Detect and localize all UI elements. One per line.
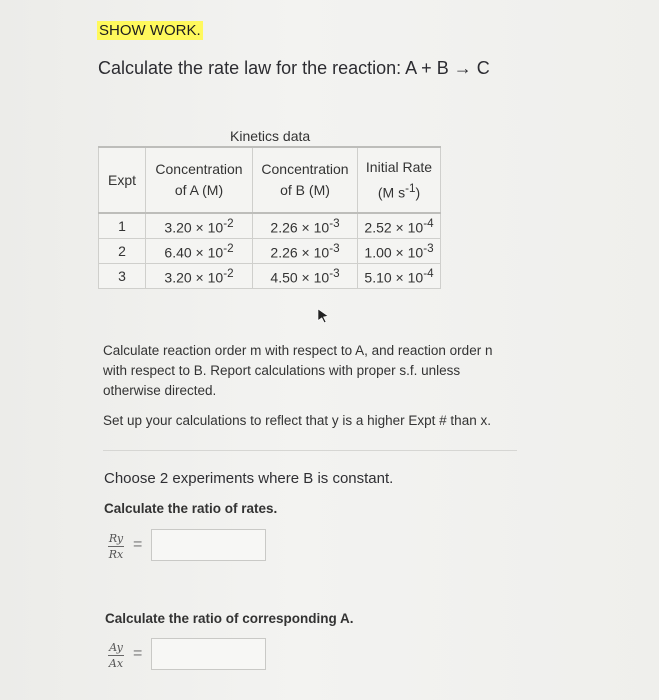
divider	[103, 450, 517, 451]
cell-exponent: -2	[223, 241, 234, 255]
cell-mantissa: 2.26 × 10	[270, 219, 330, 236]
fraction-denominator: Ax	[108, 657, 124, 670]
column-header-rate	[358, 147, 441, 213]
cell-conc-b	[253, 213, 358, 239]
table-row	[99, 239, 441, 264]
column-header-text: of B (M)	[280, 182, 330, 198]
cell-expt: 3	[99, 264, 146, 289]
cell-rate	[358, 264, 441, 289]
show-work-label: SHOW WORK.	[99, 22, 201, 39]
column-header-text: of A (M)	[174, 182, 224, 198]
column-header-conc-b	[253, 147, 358, 213]
cell-exponent: -2	[223, 216, 234, 230]
column-header-text: (M s	[377, 184, 406, 201]
column-header-text: Concentration	[261, 161, 349, 177]
instructions-setup: Set up your calculations to reflect that y is a higher Expt # than x.	[103, 413, 491, 428]
cell-rate	[358, 213, 441, 239]
cell-exponent: -3	[329, 216, 340, 230]
cell-mantissa: 2.52 × 10	[364, 219, 424, 236]
table-header-row	[99, 147, 441, 213]
cell-exponent: -4	[423, 216, 434, 230]
cell-exponent: -3	[329, 266, 340, 280]
table-caption: Kinetics data	[230, 128, 311, 144]
column-header-conc-a	[146, 147, 253, 213]
cell-expt: 2	[99, 239, 146, 264]
fraction-numerator: Ry	[108, 532, 124, 545]
cell-mantissa: 5.10 × 10	[364, 269, 424, 286]
column-header-text: )	[415, 184, 421, 201]
column-header-text: Concentration	[155, 161, 243, 177]
instructions-paragraph: Calculate reaction order m with respect to A, and reaction order n with respect to B. Report calculations with proper s.f. unless otherwise directed.	[103, 343, 493, 398]
step-prompt: Choose 2 experiments where B is constant.	[104, 470, 394, 487]
cell-exponent: -3	[329, 241, 340, 255]
cell-conc-b	[253, 264, 358, 289]
cell-exponent: -3	[423, 241, 434, 255]
column-header-sup: -1	[405, 181, 416, 195]
cell-mantissa: 2.26 × 10	[270, 244, 330, 261]
cell-mantissa: 6.40 × 10	[164, 244, 224, 261]
ratio-rates-input[interactable]	[151, 529, 266, 561]
table-row	[99, 264, 441, 289]
ratio-rates-label: Calculate the ratio of rates.	[104, 501, 278, 516]
cell-exponent: -4	[423, 266, 434, 280]
cell-mantissa: 3.20 × 10	[164, 269, 224, 286]
ratio-a-label: Calculate the ratio of corresponding A.	[105, 611, 354, 626]
cell-mantissa: 3.20 × 10	[164, 219, 224, 236]
fraction-numerator: Ay	[109, 641, 123, 654]
cell-exponent: -2	[223, 266, 234, 280]
ratio-a-fraction	[108, 641, 124, 670]
question-heading: Calculate the rate law for the reaction: A + B → C	[98, 58, 490, 78]
fraction-denominator: Rx	[108, 548, 124, 561]
column-header-text: Expt	[107, 171, 136, 188]
kinetics-table	[98, 146, 441, 289]
column-header-text: Initial Rate	[365, 158, 433, 175]
cell-conc-a	[146, 239, 253, 264]
mouse-pointer-icon	[316, 308, 330, 324]
equals-sign: =	[133, 645, 143, 662]
cell-conc-a	[146, 213, 253, 239]
cell-expt: 1	[99, 213, 146, 239]
cell-rate	[358, 239, 441, 264]
ratio-a-input[interactable]	[151, 638, 266, 670]
ratio-rates-fraction	[108, 532, 124, 561]
equals-sign: =	[133, 536, 143, 553]
cell-mantissa: 1.00 × 10	[364, 244, 424, 261]
cell-mantissa: 4.50 × 10	[270, 269, 330, 286]
cell-conc-b	[253, 239, 358, 264]
column-header-expt	[99, 147, 146, 213]
table-row	[99, 213, 441, 239]
cell-conc-a	[146, 264, 253, 289]
